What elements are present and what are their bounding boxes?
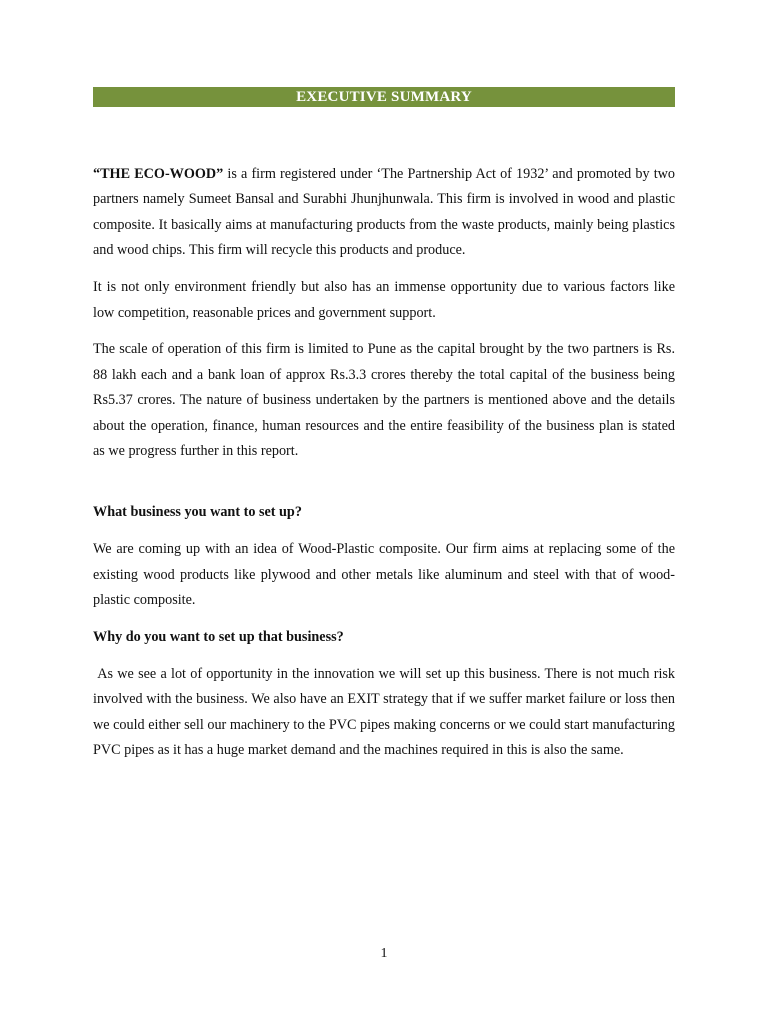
intro-paragraph bbox=[93, 162, 675, 264]
reason-paragraph: As we see a lot of opportunity in the innovation we will set up this business. There is not much risk involved with the business. We also have an EXIT strategy that if we suffer market failure or loss then we could either sell our machinery to the PVC pipes making concerns or we could start manufacturing PVC pipes as it has a huge market demand and the machines required in this is also the same. bbox=[93, 666, 679, 759]
document-body bbox=[93, 162, 679, 775]
executive-summary-title: EXECUTIVE SUMMARY bbox=[93, 87, 675, 107]
business-paragraph: We are coming up with an idea of Wood-Plastic composite. Our firm aims at replacing some of the existing wood products like plywood and other metals like aluminum and steel with that of wood-plastic composite. bbox=[93, 541, 675, 609]
page-number: 1 bbox=[380, 946, 388, 961]
environment-paragraph: It is not only environment friendly but also has an immense opportunity due to various factors like low competition, reasonable prices and government support. bbox=[93, 279, 675, 321]
business-heading: What business you want to set up? bbox=[93, 504, 302, 521]
firm-name: “THE ECO-WOOD” bbox=[93, 166, 224, 182]
intro-text: is a firm registered under ‘The Partnership Act of 1932’ and promoted by two partners namely Sumeet Bansal and Surabhi Jhunjhunwala. This firm is involved in wood and plastic composite. It basically aims at manufacturing products from the waste products, mainly being plastics and wood chips. This firm will recycle this products and produce. bbox=[93, 166, 675, 259]
scale-paragraph: The scale of operation of this firm is limited to Pune as the capital brought by the two partners is Rs. 88 lakh each and a bank loan of approx Rs.3.3 crores thereby the total capital of the business being Rs5.37 crores. The nature of business undertaken by the partners is mentioned above and the details about the operation, finance, human resources and the entire feasibility of the business plan is stated as we progress further in this report. bbox=[93, 341, 675, 460]
reason-heading: Why do you want to set up that business? bbox=[93, 629, 344, 646]
